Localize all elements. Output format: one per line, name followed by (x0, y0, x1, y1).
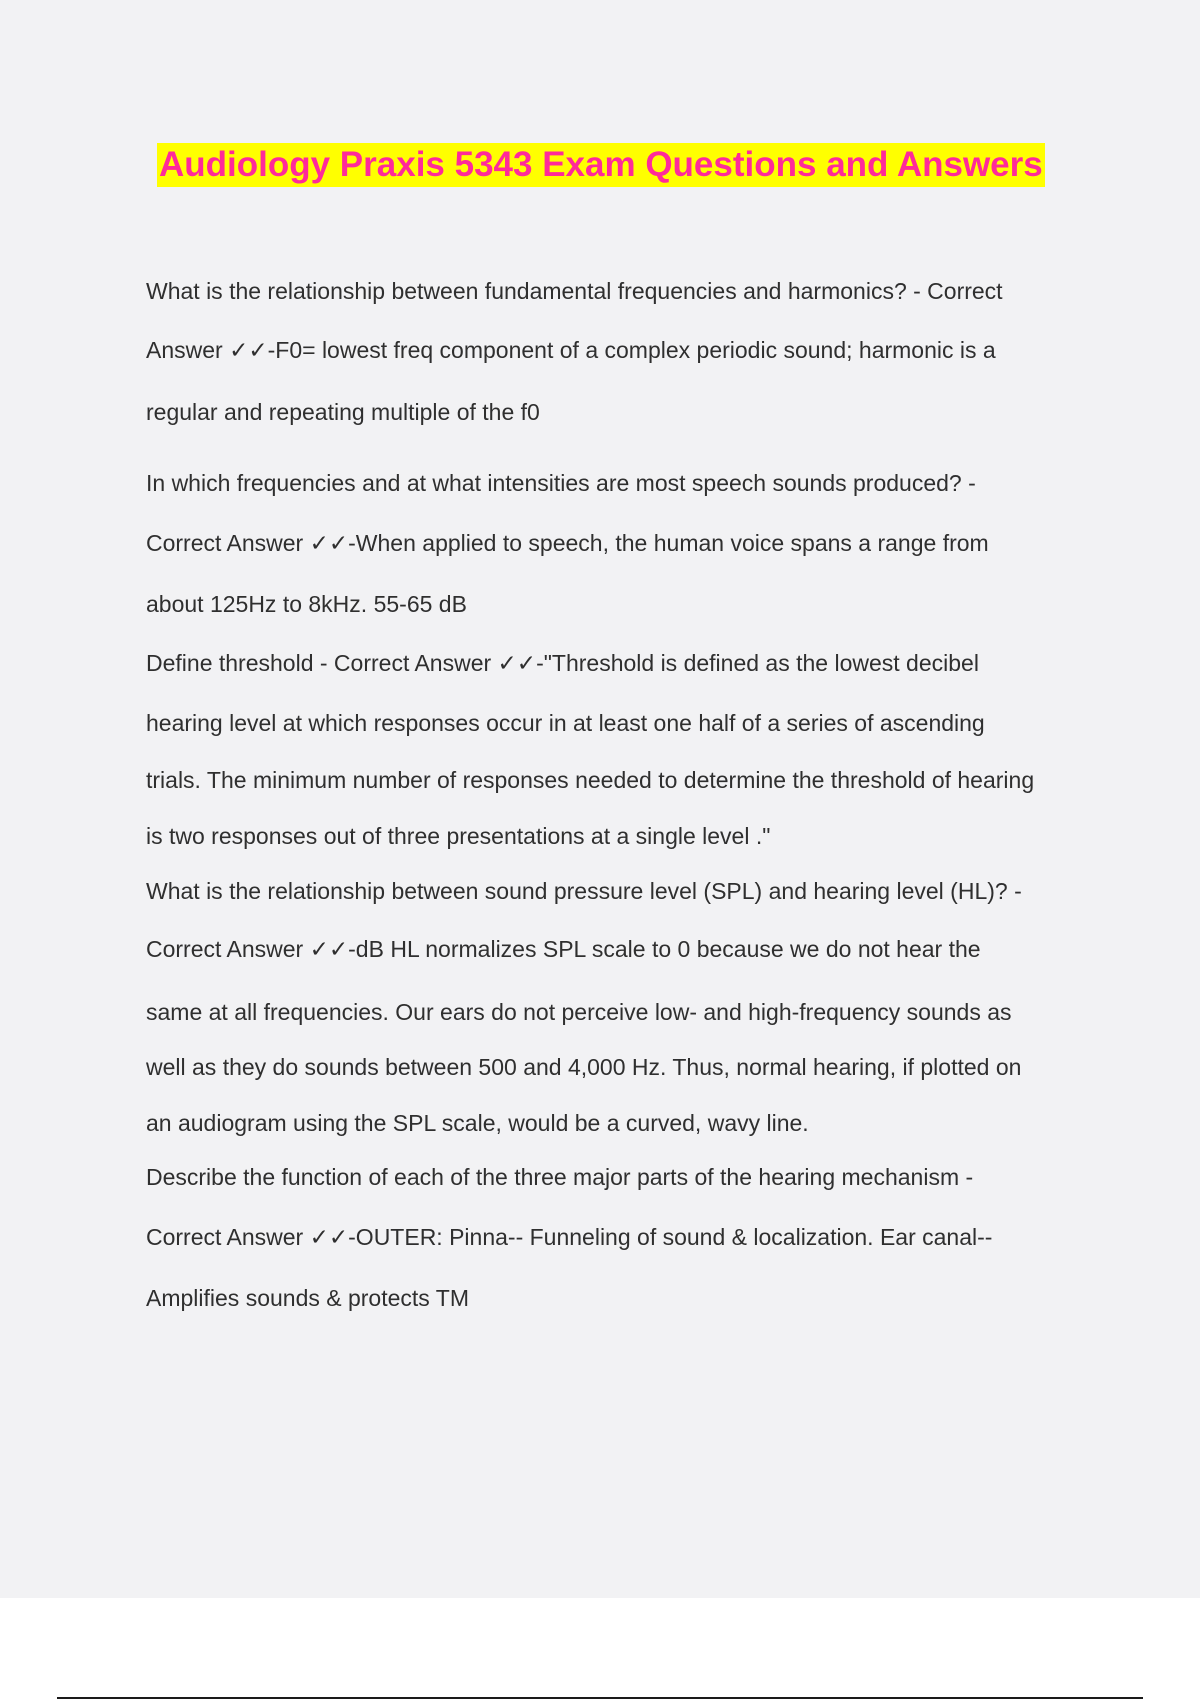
text-line: Correct Answer ✓✓-dB HL normalizes SPL scale to 0 because we do not hear the (146, 936, 981, 962)
title-block (157, 143, 1077, 187)
text-line: regular and repeating multiple of the f0 (146, 399, 540, 425)
text-line: Define threshold - Correct Answer ✓✓-"Threshold is defined as the lowest decibel (146, 650, 979, 676)
text-line: Correct Answer ✓✓-When applied to speech, the human voice spans a range from (146, 530, 989, 556)
footer-rule (57, 1697, 1143, 1699)
text-line: Correct Answer ✓✓-OUTER: Pinna-- Funneling of sound & localization. Ear canal-- (146, 1224, 993, 1250)
text-line: about 125Hz to 8kHz. 55-65 dB (146, 591, 467, 617)
text-line: In which frequencies and at what intensities are most speech sounds produced? - (146, 470, 976, 496)
text-line: Answer ✓✓-F0= lowest freq component of a complex periodic sound; harmonic is a (146, 337, 996, 363)
text-line: is two responses out of three presentations at a single level ." (146, 823, 771, 849)
text-line: hearing level at which responses occur in at least one half of a series of ascending (146, 710, 985, 736)
text-line: Describe the function of each of the three major parts of the hearing mechanism - (146, 1164, 974, 1190)
text-line: well as they do sounds between 500 and 4,000 Hz. Thus, normal hearing, if plotted on (146, 1054, 1022, 1080)
text-line: same at all frequencies. Our ears do not perceive low- and high-frequency sounds as (146, 999, 1012, 1025)
text-line: What is the relationship between fundamental frequencies and harmonics? - Correct (146, 278, 1003, 304)
text-line: trials. The minimum number of responses needed to determine the threshold of hearing (146, 767, 1035, 793)
page-title: Audiology Praxis 5343 Exam Questions and Answers (157, 143, 1045, 187)
text-line: an audiogram using the SPL scale, would be a curved, wavy line. (146, 1110, 809, 1136)
text-line: What is the relationship between sound pressure level (SPL) and hearing level (HL)? - (146, 878, 1022, 904)
text-line: Amplifies sounds & protects TM (146, 1285, 469, 1311)
